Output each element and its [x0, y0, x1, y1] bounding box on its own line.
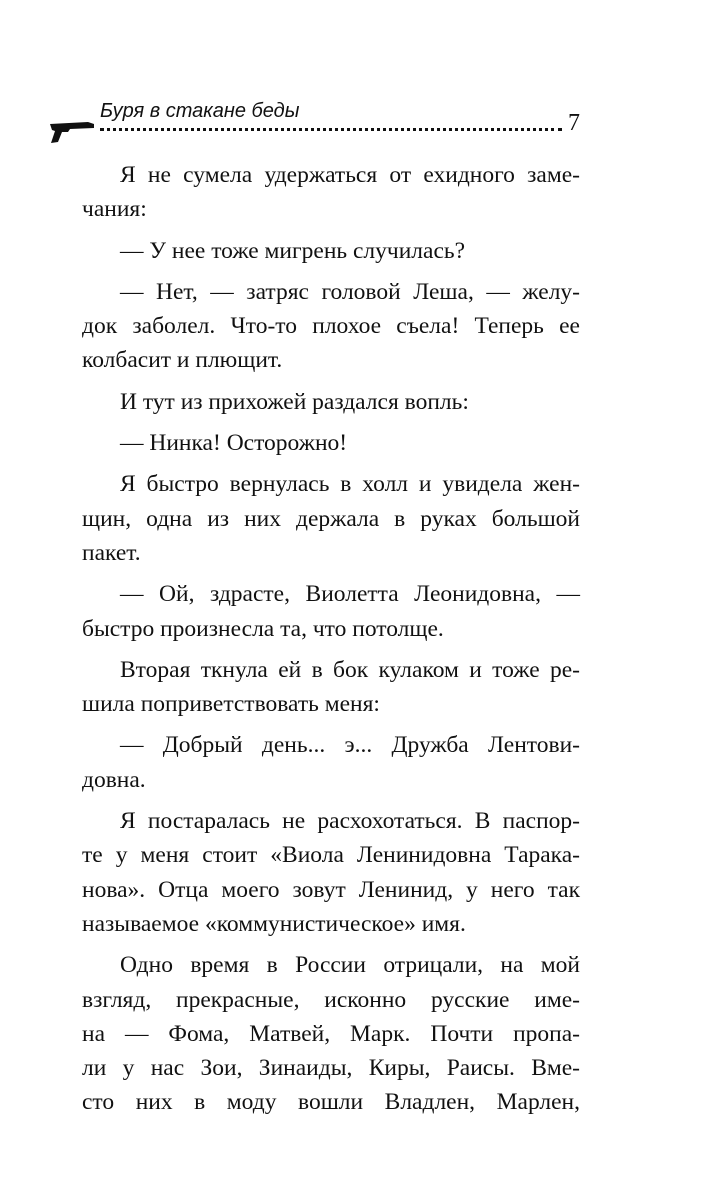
text-line: Я быстро вернулась в холл и увидела жен- [120, 471, 580, 498]
paragraph [120, 234, 580, 268]
text-line: Я не сумела удержаться от ехидного заме- [120, 162, 580, 188]
text-line: те у меня стоит «Виола Ленинидовна Тарака- [82, 842, 580, 869]
text-line: — Нет, — затряс головой Леша, — желу- [120, 278, 580, 305]
paragraph [82, 653, 580, 722]
text-line: Я постаралась не расхохотаться. В паспор- [120, 808, 580, 835]
text-line: довна. [82, 766, 146, 793]
text-line: взгляд, прекрасные, исконно русские име- [82, 986, 580, 1013]
paragraph [82, 804, 580, 941]
text-line: пакет. [82, 539, 141, 566]
text-line: Вторая ткнула ей в бок кулаком и тоже ре- [120, 656, 580, 683]
text-line: чания: [82, 196, 147, 223]
text-line: на — Фома, Матвей, Марк. Почти пропа- [82, 1020, 580, 1047]
body-text [82, 158, 580, 1120]
paragraph [82, 728, 580, 797]
text-line: нова». Отца моего зовут Ленинид, у него так [82, 876, 580, 903]
paragraph [82, 158, 580, 227]
page-number: 7 [568, 110, 580, 136]
paragraph [120, 426, 580, 460]
text-line: — Добрый день... э... Дружба Лентови- [120, 732, 580, 759]
paragraph [120, 385, 580, 419]
text-line: И тут из прихожей раздался вопль: [120, 388, 469, 415]
paragraph [82, 467, 580, 570]
text-line: ли у нас Зои, Зинаиды, Киры, Раисы. Вме- [82, 1055, 580, 1082]
paragraph [82, 577, 580, 646]
text-line: шила поприветствовать меня: [82, 691, 380, 718]
text-line: называемое «коммунистическое» имя. [82, 910, 466, 937]
running-title: Буря в стакане беды [100, 100, 300, 122]
running-header [48, 100, 588, 148]
text-line: — Ой, здрасте, Виолетта Леонидовна, — [120, 581, 580, 608]
pistol-icon [48, 118, 98, 146]
dotted-rule [100, 128, 562, 131]
text-line: — У нее тоже мигрень случилась? [120, 237, 466, 264]
text-line: сто них в моду вошли Владлен, Марлен, [82, 1089, 580, 1116]
text-line: док заболел. Что-то плохое съела! Теперь ее [82, 313, 580, 340]
text-line: быстро произнесла та, что потолще. [82, 615, 444, 642]
text-line: колбасит и плющит. [82, 347, 283, 374]
text-line: щин, одна из них держала в руках большой [82, 505, 580, 532]
text-line: Одно время в России отрицали, на мой [120, 952, 580, 979]
paragraph [82, 948, 580, 1119]
text-line: — Нинка! Осторожно! [120, 430, 348, 457]
paragraph [82, 275, 580, 378]
